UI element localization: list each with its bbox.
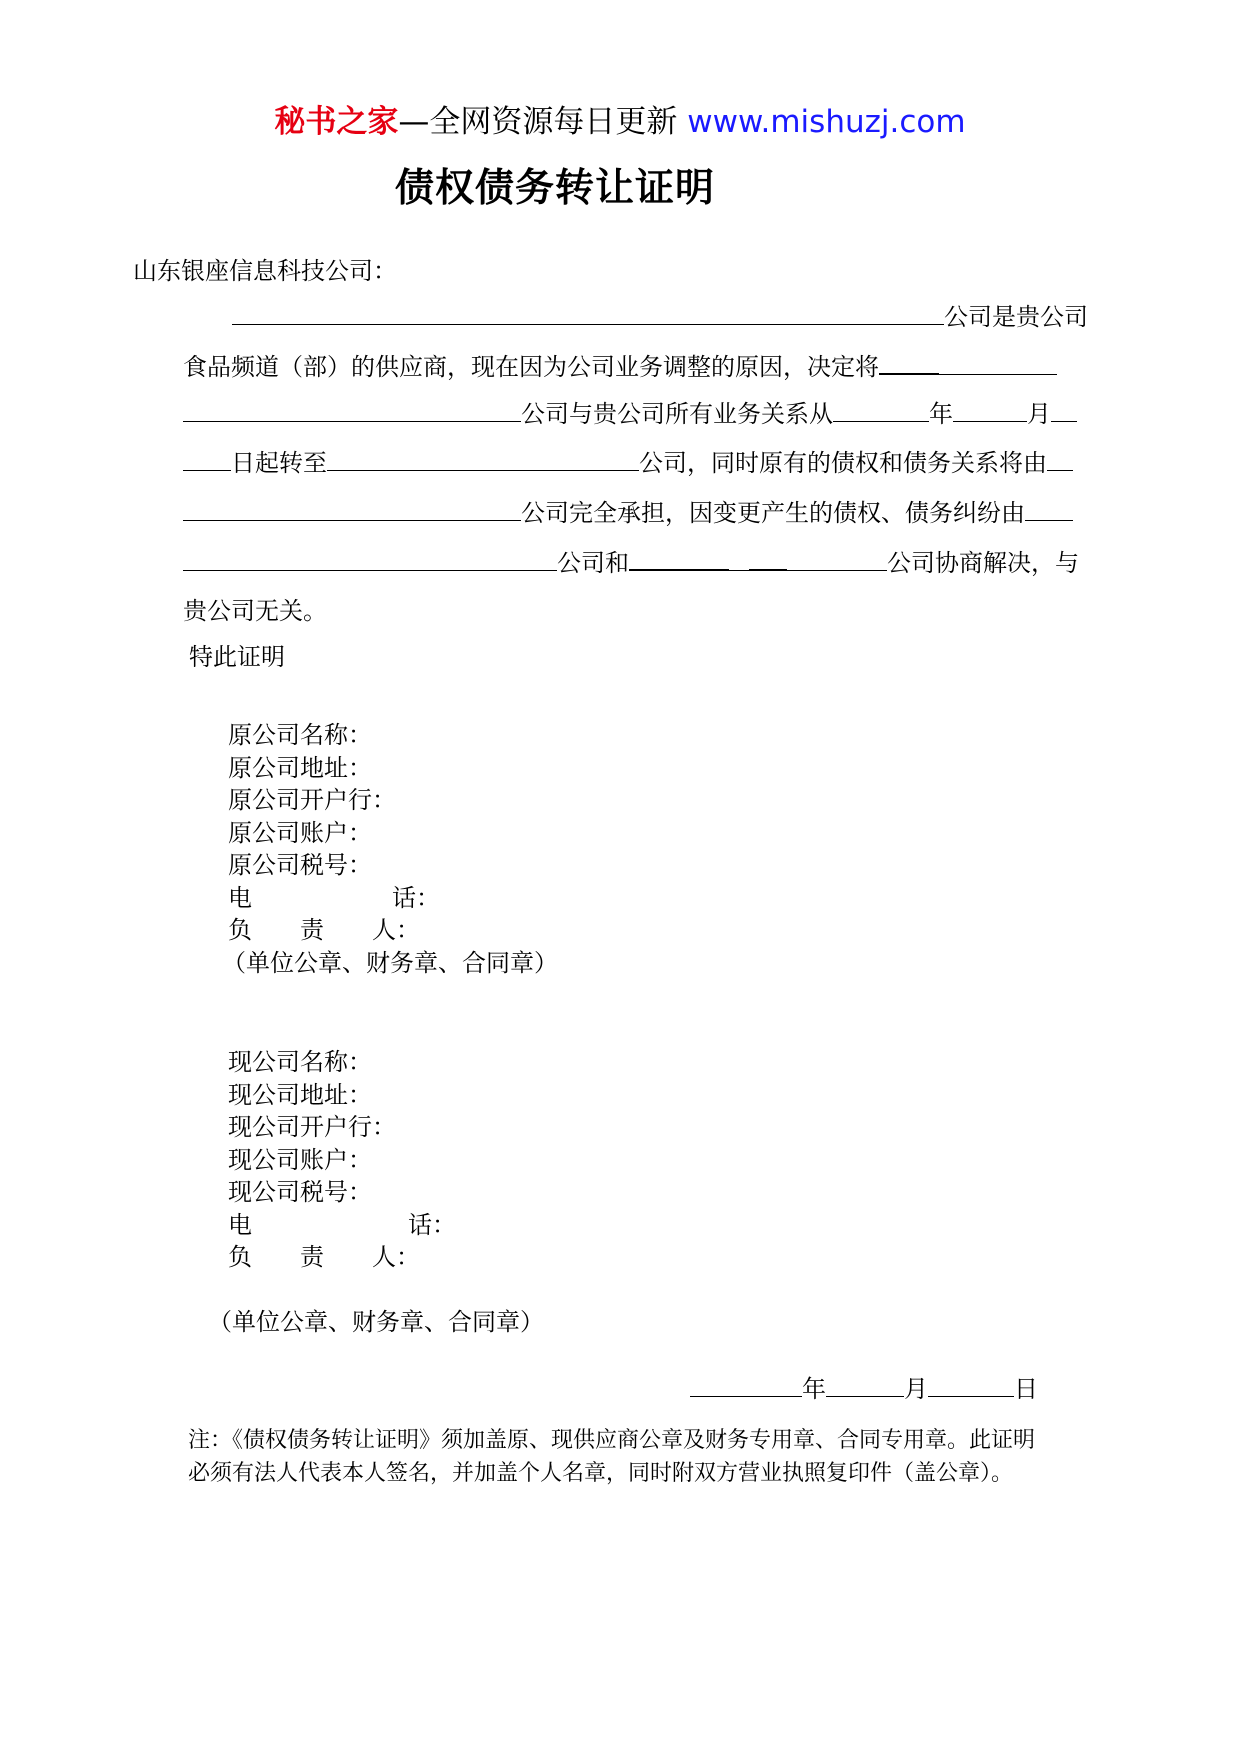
date-month-field[interactable] bbox=[826, 1370, 904, 1397]
site-tagline: —全网资源每日更新 bbox=[398, 104, 688, 140]
curr-company-address-label: 现公司地址： bbox=[228, 1081, 372, 1109]
site-header bbox=[0, 102, 1240, 142]
document-title: 债权债务转让证明 bbox=[395, 166, 716, 211]
blank-party-c[interactable] bbox=[749, 543, 787, 571]
blank-bearer-a[interactable] bbox=[1047, 444, 1073, 471]
footnote: 注：《债权债务转让证明》须加盖原、现供应商公章及财务专用章、合同专用章。此证明必须有法人代表本人签名，并加盖个人名章，同时附双方营业执照复印件（盖公章）。 bbox=[188, 1428, 1036, 1486]
blank-company-a[interactable] bbox=[879, 347, 939, 375]
body-line-4: 日起转至 公司，同时原有的债权和债务关系将由 bbox=[183, 444, 1073, 480]
orig-company-bank-label: 原公司开户行： bbox=[228, 786, 396, 814]
salutation: 山东银座信息科技公司： bbox=[133, 257, 397, 285]
blank-original-company[interactable] bbox=[232, 298, 944, 325]
curr-company-name-label: 现公司名称： bbox=[228, 1048, 372, 1076]
date-line: 年 月 日 bbox=[690, 1370, 1038, 1406]
curr-company-person-label: 负 责 人： bbox=[228, 1243, 420, 1271]
blank-day-b[interactable] bbox=[183, 444, 231, 471]
blank-dispute-a[interactable] bbox=[1025, 494, 1073, 521]
curr-company-phone-label: 电 话： bbox=[228, 1211, 456, 1239]
date-year-field[interactable] bbox=[690, 1370, 802, 1397]
blank-party-a[interactable] bbox=[629, 543, 729, 571]
certify-text: 特此证明 bbox=[189, 643, 285, 671]
orig-company-account-label: 原公司账户： bbox=[228, 819, 372, 847]
body-line-1: 公司是贵公司 bbox=[232, 298, 1088, 334]
body-line-3: 公司与贵公司所有业务关系从 年 月 bbox=[183, 395, 1077, 431]
orig-company-person-label: 负 责 人： bbox=[228, 916, 420, 944]
orig-company-name-label: 原公司名称： bbox=[228, 721, 372, 749]
curr-company-account-label: 现公司账户： bbox=[228, 1146, 372, 1174]
curr-company-bank-label: 现公司开户行： bbox=[228, 1113, 396, 1141]
blank-company-c[interactable] bbox=[183, 395, 521, 422]
body-line-2: 食品频道（部）的供应商，现在因为公司业务调整的原因，决定将 bbox=[183, 347, 1057, 384]
curr-company-tax-label: 现公司税号： bbox=[228, 1178, 372, 1206]
blank-party-b[interactable] bbox=[729, 544, 749, 571]
blank-day-a[interactable] bbox=[1051, 395, 1077, 422]
curr-company-seal-note: （单位公章、财务章、合同章） bbox=[208, 1308, 544, 1336]
orig-company-phone-label: 电 话： bbox=[228, 884, 440, 912]
body-line-5: 公司完全承担，因变更产生的债权、债务纠纷由 bbox=[183, 494, 1073, 530]
date-day-field[interactable] bbox=[928, 1370, 1014, 1397]
orig-company-address-label: 原公司地址： bbox=[228, 754, 372, 782]
blank-dispute-b[interactable] bbox=[183, 544, 557, 571]
body-line-7: 贵公司无关。 bbox=[183, 597, 327, 625]
blank-month[interactable] bbox=[953, 395, 1027, 422]
blank-bearer-b[interactable] bbox=[183, 494, 521, 521]
orig-company-tax-label: 原公司税号： bbox=[228, 851, 372, 879]
body-line-6: 公司和 公司协商解决，与 bbox=[183, 543, 1079, 580]
blank-company-b[interactable] bbox=[939, 348, 1057, 375]
blank-new-company[interactable] bbox=[327, 444, 639, 471]
blank-year[interactable] bbox=[833, 395, 929, 422]
blank-party-d[interactable] bbox=[787, 544, 887, 571]
orig-company-seal-note: （单位公章、财务章、合同章） bbox=[222, 949, 558, 977]
site-brand: 秘书之家 bbox=[274, 104, 399, 140]
site-url-link[interactable]: www.mishuzj.com bbox=[687, 104, 966, 140]
